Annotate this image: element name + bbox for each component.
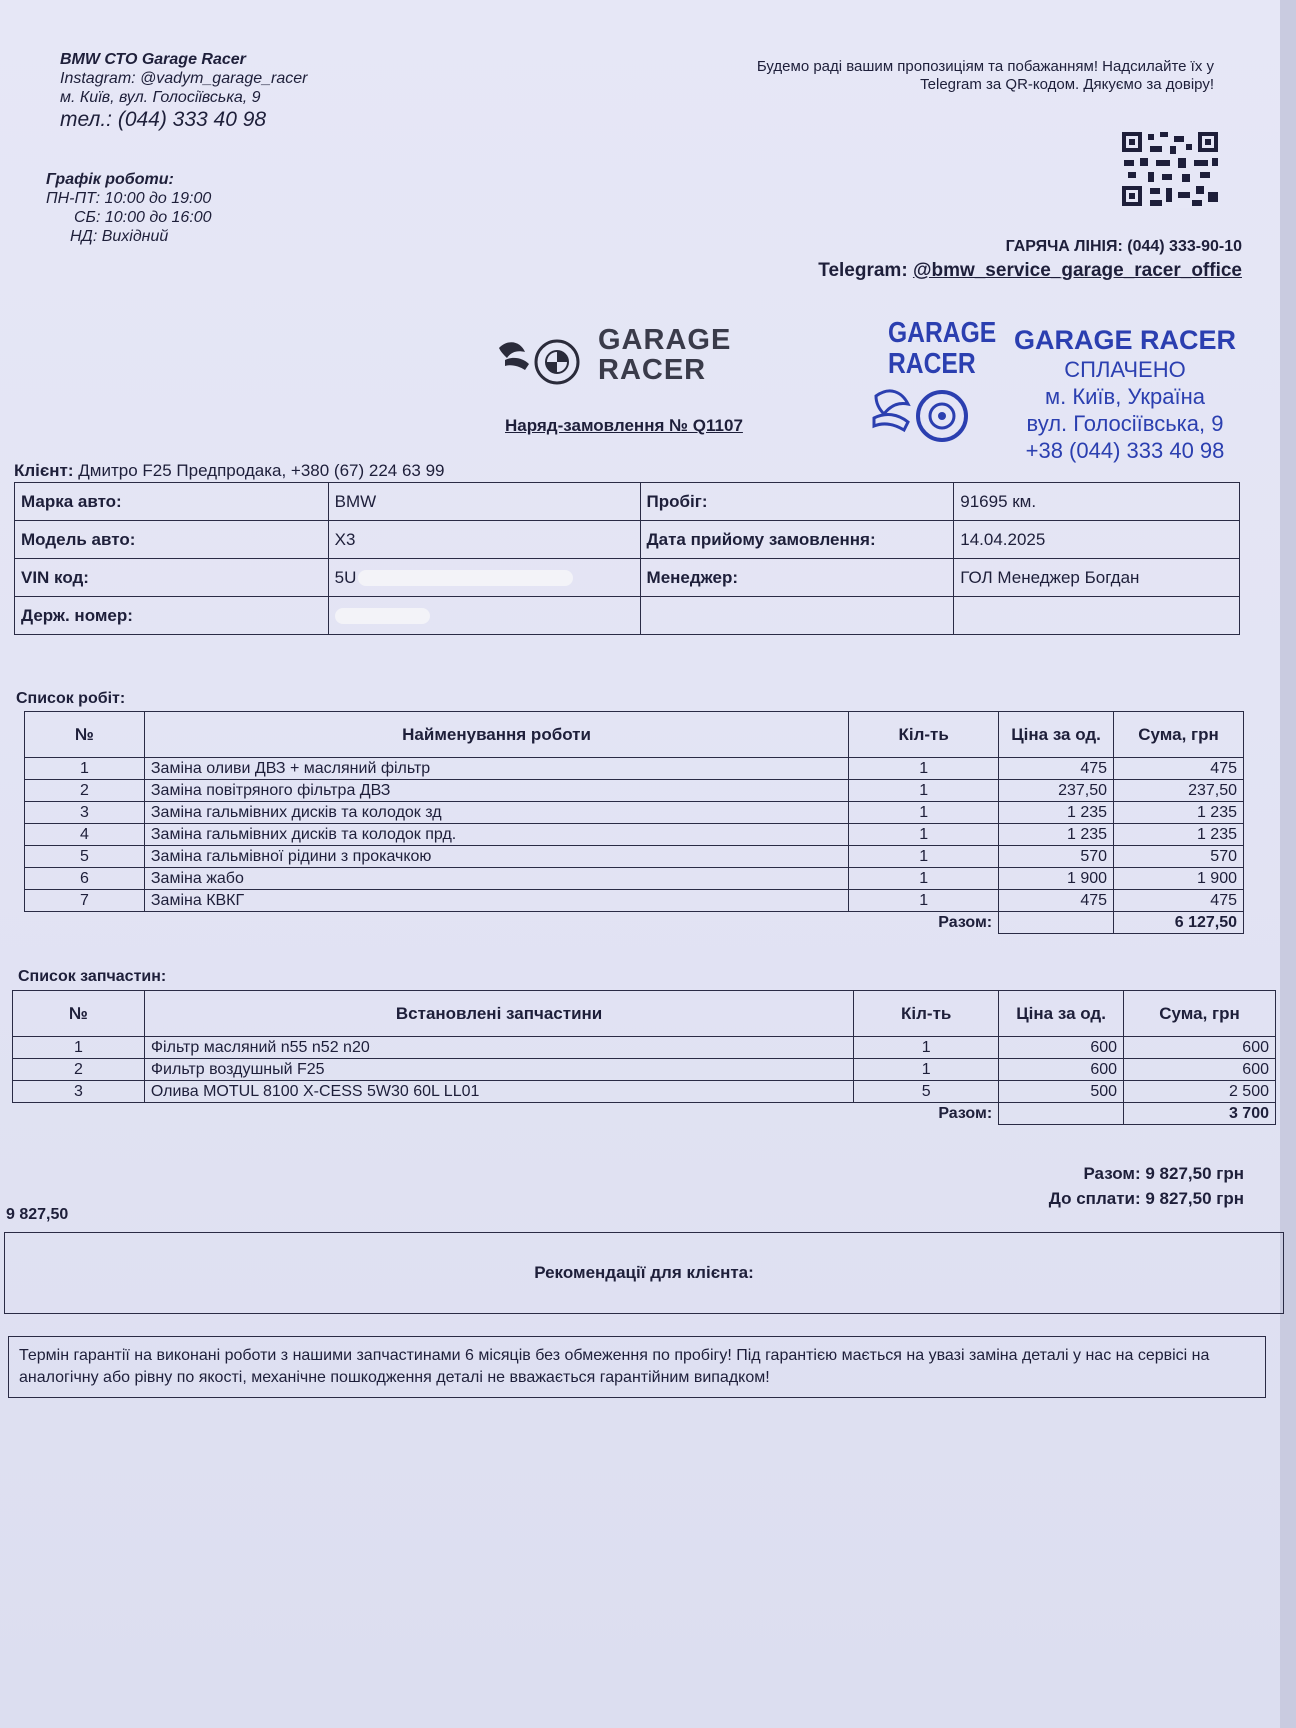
telegram-prefix: Telegram: — [818, 260, 913, 281]
empty-cell — [954, 597, 1240, 635]
work-name: Заміна гальмівних дисків та колодок прд. — [144, 824, 848, 846]
plate-label: Держ. номер: — [15, 597, 329, 635]
part-sum: 600 — [1124, 1037, 1276, 1059]
parts-total-row — [13, 1103, 1276, 1125]
company-info — [60, 50, 307, 133]
part-name: Фільтр масляний n55 n52 n20 — [144, 1037, 853, 1059]
part-price: 600 — [999, 1037, 1124, 1059]
qr-code-icon — [1120, 130, 1220, 208]
parts-header-row — [13, 991, 1276, 1037]
work-sum: 1 235 — [1114, 824, 1244, 846]
work-name: Заміна гальмівних дисків та колодок зд — [144, 802, 848, 824]
feedback-note — [654, 58, 1214, 94]
telegram-handle: @bmw_service_garage_racer_office — [912, 260, 1242, 281]
page-edge — [1280, 0, 1296, 1728]
row-number: 5 — [25, 846, 145, 868]
work-qty: 1 — [849, 824, 999, 846]
stamp-city: м. Київ, Україна — [1044, 384, 1206, 409]
table-row — [25, 868, 1244, 890]
car-info-table — [14, 482, 1240, 635]
make-value: BMW — [328, 483, 640, 521]
work-name: Заміна жабо — [144, 868, 848, 890]
stamp-turbo-icon — [872, 382, 982, 448]
work-price: 475 — [999, 758, 1114, 780]
car-row-vin — [15, 559, 1240, 597]
work-qty: 1 — [849, 868, 999, 890]
garage-racer-logo-text — [598, 325, 731, 385]
stamp-street: вул. Голосіївська, 9 — [1026, 411, 1224, 436]
table-row — [25, 890, 1244, 912]
table-row — [25, 780, 1244, 802]
schedule-sunday: НД: Вихідний — [70, 228, 169, 245]
payment-stamp — [990, 324, 1260, 464]
row-number: 3 — [13, 1081, 145, 1103]
row-number: 4 — [25, 824, 145, 846]
telegram-contact — [818, 260, 1242, 282]
table-row — [25, 846, 1244, 868]
works-col-number: № — [25, 712, 145, 758]
client-label: Клієнт: — [14, 461, 74, 480]
stamp-title: GARAGE RACER — [1013, 325, 1236, 355]
works-total-row — [25, 912, 1244, 934]
work-price: 475 — [999, 890, 1114, 912]
mileage-label: Пробіг: — [640, 483, 954, 521]
works-total-label: Разом: — [849, 912, 999, 934]
make-label: Марка авто: — [15, 483, 329, 521]
work-sum: 237,50 — [1114, 780, 1244, 802]
note-line-2: Telegram за QR-кодом. Дякуємо за довіру! — [920, 76, 1214, 93]
parts-total-label: Разом: — [938, 1104, 993, 1122]
works-header-row — [25, 712, 1244, 758]
schedule-saturday: СБ: 10:00 до 16:00 — [74, 209, 212, 226]
works-section-title: Список робіт: — [16, 690, 126, 707]
part-price: 500 — [999, 1081, 1124, 1103]
vin-label: VIN код: — [15, 559, 329, 597]
work-qty: 1 — [849, 758, 999, 780]
car-row-make — [15, 483, 1240, 521]
work-qty: 1 — [849, 890, 999, 912]
grand-total: Разом: 9 827,50 грн — [1083, 1164, 1244, 1183]
work-sum: 1 900 — [1114, 868, 1244, 890]
work-price: 237,50 — [999, 780, 1114, 802]
work-price: 570 — [999, 846, 1114, 868]
amount-note: 9 827,50 — [6, 1206, 69, 1223]
work-price: 1 900 — [999, 868, 1114, 890]
work-sum: 1 235 — [1114, 802, 1244, 824]
empty-cell — [13, 1103, 854, 1125]
company-address: м. Київ, вул. Голосіївська, 9 — [60, 89, 261, 106]
warranty-text: Термін гарантії на виконані роботи з нашими запчастинами 6 місяців без обмеження по пробігу! Під гарантією мається на увазі заміна деталі у нас на сервісі на аналогічну або рівну по якості, механічне пошкодження деталі не вважається гарантійним випадком! — [19, 1347, 1210, 1386]
parts-section-title: Список запчастин: — [18, 968, 167, 985]
row-number: 7 — [25, 890, 145, 912]
table-row — [13, 1081, 1276, 1103]
work-sum: 475 — [1114, 758, 1244, 780]
work-qty: 1 — [849, 846, 999, 868]
row-number: 1 — [25, 758, 145, 780]
date-value: 14.04.2025 — [954, 521, 1240, 559]
plate-redaction — [335, 608, 430, 624]
model-value: X3 — [328, 521, 640, 559]
row-number: 2 — [25, 780, 145, 802]
vin-value-cell — [328, 559, 640, 597]
part-qty: 1 — [854, 1037, 999, 1059]
table-row — [25, 824, 1244, 846]
row-number: 2 — [13, 1059, 145, 1081]
stamp-logo-line-2: RACER — [888, 348, 976, 380]
company-instagram: Instagram: @vadym_garage_racer — [60, 70, 308, 87]
manager-value: ГОЛ Менеджер Богдан — [954, 559, 1240, 597]
parts-col-price: Ціна за од. — [999, 991, 1124, 1037]
empty-cell — [999, 912, 1114, 934]
parts-col-sum: Сума, грн — [1124, 991, 1276, 1037]
table-row — [25, 802, 1244, 824]
schedule-title: Графік роботи: — [46, 171, 174, 188]
parts-col-qty: Кіл-ть — [854, 991, 999, 1037]
work-schedule — [46, 170, 212, 246]
table-row — [25, 758, 1244, 780]
work-qty: 1 — [849, 802, 999, 824]
parts-col-name: Встановлені запчастини — [144, 991, 853, 1037]
empty-cell — [999, 1103, 1124, 1125]
work-name: Заміна гальмівної рідини з прокачкою — [144, 846, 848, 868]
part-qty: 5 — [854, 1081, 999, 1103]
work-price: 1 235 — [999, 824, 1114, 846]
part-sum: 600 — [1124, 1059, 1276, 1081]
company-name: BMW СТО Garage Racer — [60, 51, 246, 68]
part-name: Олива MOTUL 8100 X-CESS 5W30 60L LL01 — [144, 1081, 853, 1103]
work-sum: 570 — [1114, 846, 1244, 868]
stamp-logo-text — [888, 317, 997, 380]
company-phone: тел.: (044) 333 40 98 — [60, 108, 267, 131]
model-label: Модель авто: — [15, 521, 329, 559]
work-name: Заміна повітряного фільтра ДВЗ — [144, 780, 848, 802]
row-number: 6 — [25, 868, 145, 890]
mileage-value: 91695 км. — [954, 483, 1240, 521]
date-label: Дата прийому замовлення: — [640, 521, 954, 559]
logo-line-1: GARAGE — [598, 324, 732, 356]
stamp-status: СПЛАЧЕНО — [1064, 357, 1186, 382]
stamp-phone: +38 (044) 333 40 98 — [1025, 438, 1225, 463]
hotline: ГАРЯЧА ЛІНІЯ: (044) 333-90-10 — [1005, 238, 1242, 255]
car-row-plate — [15, 597, 1240, 635]
works-col-price: Ціна за од. — [999, 712, 1114, 758]
stamp-logo-line-1: GARAGE — [888, 317, 997, 349]
order-title: Наряд-замовлення № Q1107 — [505, 416, 743, 435]
part-name: Фильтр воздушный F25 — [144, 1059, 853, 1081]
parts-col-number: № — [13, 991, 145, 1037]
row-number: 1 — [13, 1037, 145, 1059]
parts-total-value: 3 700 — [1124, 1103, 1276, 1125]
amount-to-pay: До сплати: 9 827,50 грн — [1048, 1189, 1244, 1208]
work-price: 1 235 — [999, 802, 1114, 824]
work-qty: 1 — [849, 780, 999, 802]
works-table — [24, 711, 1244, 934]
empty-cell — [640, 597, 954, 635]
logo-line-2: RACER — [598, 354, 707, 386]
client-value: Дмитро F25 Предпродака, +380 (67) 224 63 99 — [78, 461, 445, 480]
recommendations-title: Рекомендації для клієнта: — [534, 1263, 754, 1282]
vin-redaction — [358, 570, 573, 586]
note-line-1: Будемо раді вашим пропозиціям та побажанням! Надсилайте їх у — [756, 58, 1214, 75]
part-qty: 1 — [854, 1059, 999, 1081]
work-name: Заміна КВКГ — [144, 890, 848, 912]
table-row — [13, 1037, 1276, 1059]
plate-value-cell — [328, 597, 640, 635]
empty-cell — [25, 912, 849, 934]
schedule-weekdays: ПН-ПТ: 10:00 до 19:00 — [46, 190, 212, 207]
work-sum: 475 — [1114, 890, 1244, 912]
parts-table — [12, 990, 1276, 1125]
vin-value: 5U — [334, 567, 357, 587]
garage-racer-logo-icon — [495, 330, 593, 386]
table-row — [13, 1059, 1276, 1081]
works-col-sum: Сума, грн — [1114, 712, 1244, 758]
manager-label: Менеджер: — [640, 559, 954, 597]
part-sum: 2 500 — [1124, 1081, 1276, 1103]
recommendations-box — [4, 1232, 1284, 1314]
works-col-name: Найменування роботи — [144, 712, 848, 758]
work-name: Заміна оливи ДВЗ + масляний фільтр — [144, 758, 848, 780]
client-line — [14, 461, 445, 481]
row-number: 3 — [25, 802, 145, 824]
works-total-value: 6 127,50 — [1114, 912, 1244, 934]
works-col-qty: Кіл-ть — [849, 712, 999, 758]
warranty-box — [8, 1336, 1266, 1398]
car-row-model — [15, 521, 1240, 559]
part-price: 600 — [999, 1059, 1124, 1081]
